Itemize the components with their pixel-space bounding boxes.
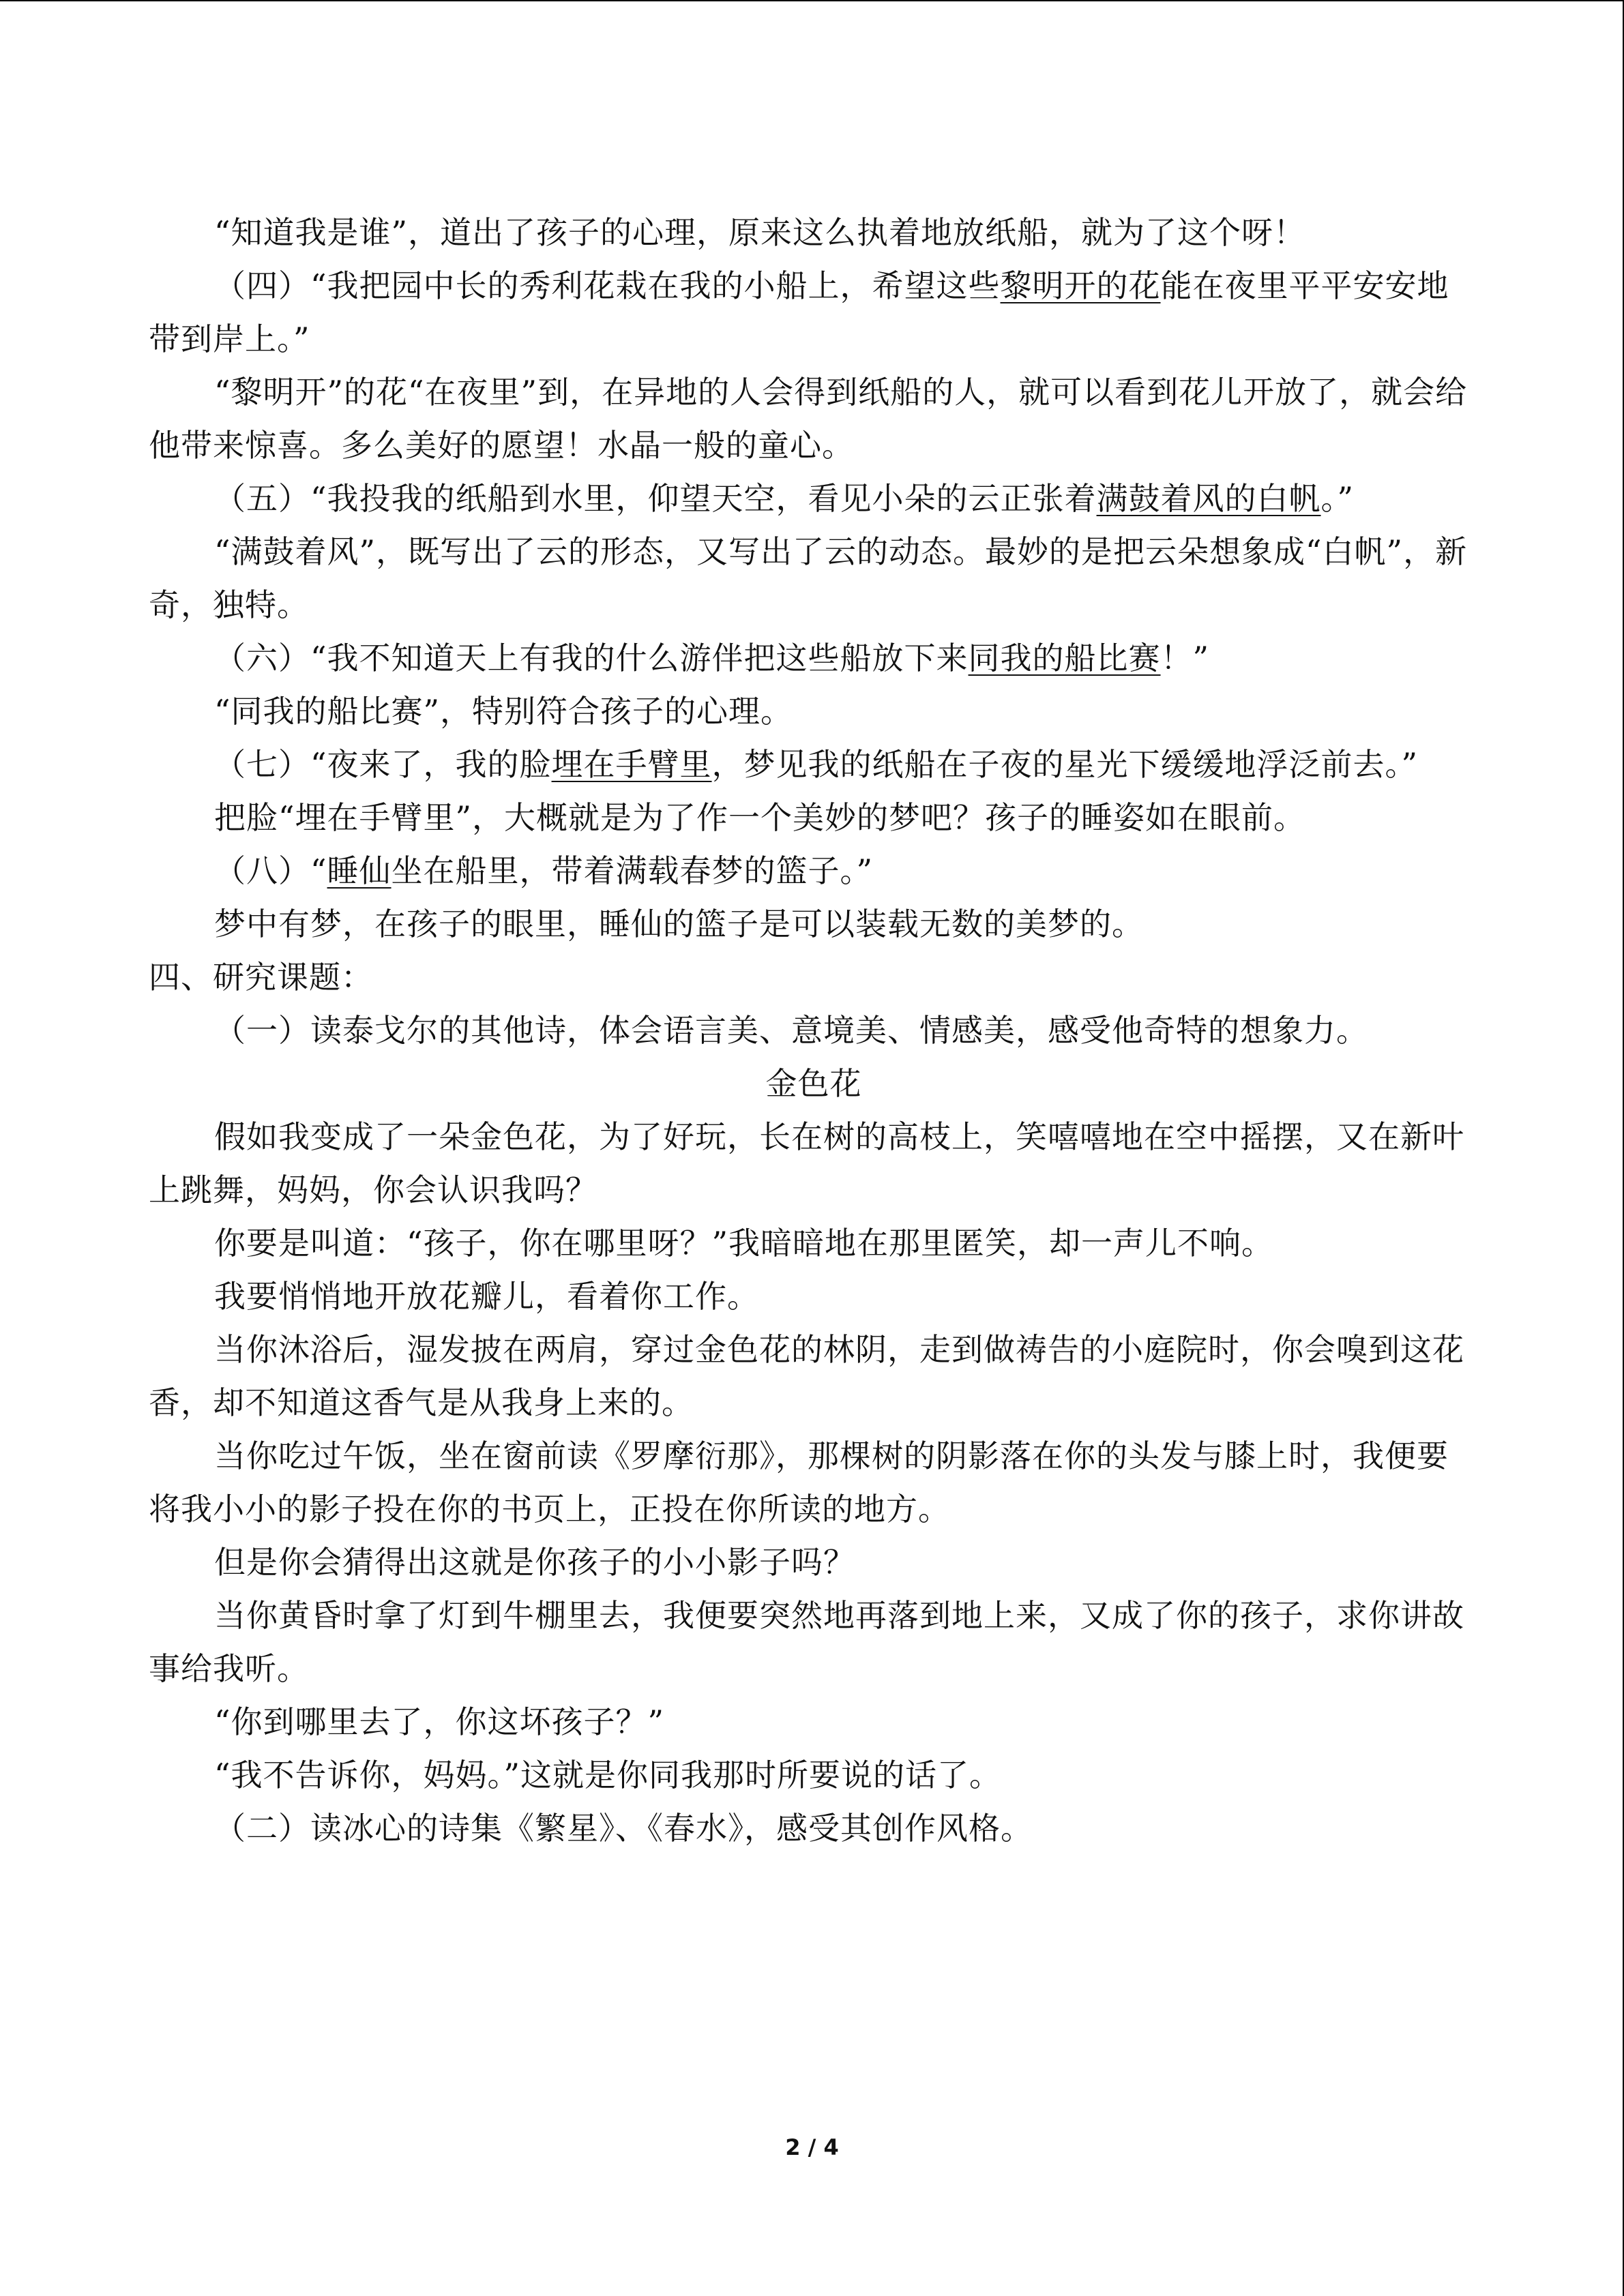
text-segment: 。” (1320, 480, 1355, 517)
paragraph (149, 206, 1479, 259)
paragraph (149, 1429, 1479, 1536)
paragraph (149, 1004, 1479, 1057)
text-segment: 四、研究课题： (149, 959, 373, 996)
paragraph (149, 897, 1479, 951)
paragraph (149, 1110, 1479, 1217)
document-body (149, 206, 1479, 1855)
text-segment: 我要悄悄地开放花瓣儿，看着你工作。 (214, 1278, 759, 1315)
text-segment: （八）“ (214, 852, 327, 889)
underlined-phrase: 黎明开的花 (1000, 267, 1161, 304)
text-segment: 能在夜里平平安安地带到岸上。” (149, 267, 1449, 357)
paragraph (149, 738, 1479, 791)
text-segment: （七）“夜来了，我的脸 (214, 746, 552, 783)
paragraph (149, 1748, 1479, 1802)
text-segment: “知道我是谁”，道出了孩子的心理，原来这么执着地放纸船，就为了这个呀！ (214, 214, 1306, 251)
paragraph (149, 791, 1479, 844)
paragraph (149, 1323, 1479, 1429)
text-segment: 金色花 (765, 1065, 862, 1102)
paragraph (149, 631, 1479, 685)
page-number: 2 / 4 (785, 2134, 839, 2160)
paragraph (149, 1589, 1479, 1695)
section-heading (149, 951, 1479, 1004)
paragraph (149, 1536, 1479, 1589)
underlined-phrase: 埋在手臂里 (551, 746, 712, 783)
text-segment: “满鼓着风”，既写出了云的形态，又写出了云的动态。最妙的是把云朵想象成“白帆”，新奇，独特。 (149, 533, 1468, 623)
underlined-phrase: 同我的船比赛 (968, 640, 1161, 676)
text-segment: 当你吃过午饭，坐在窗前读《罗摩衍那》，那棵树的阴影落在你的头发与膝上时，我便要将我小小的影子投在你的书页上，正投在你所读的地方。 (149, 1437, 1449, 1527)
text-segment: “你到哪里去了，你这坏孩子？” (214, 1703, 665, 1740)
text-segment: 梦中有梦，在孩子的眼里，睡仙的篮子是可以装载无数的美梦的。 (214, 906, 1144, 942)
paragraph (149, 1695, 1479, 1748)
text-segment: “同我的船比赛”，特别符合孩子的心理。 (214, 693, 793, 730)
text-segment: （四）“我把园中长的秀利花栽在我的小船上，希望这些 (214, 267, 1001, 304)
text-segment: 把脸“埋在手臂里”，大概就是为了作一个美妙的梦吧？孩子的睡姿如在眼前。 (214, 799, 1306, 836)
paragraph (149, 1802, 1479, 1855)
text-segment: （二）读冰心的诗集《繁星》、《春水》，感受其创作风格。 (214, 1810, 1033, 1847)
underlined-phrase: 满鼓着风的白帆 (1096, 480, 1321, 517)
text-segment: （五）“我投我的纸船到水里，仰望天空，看见小朵的云正张着 (214, 480, 1097, 517)
text-segment: 当你沐浴后，湿发披在两肩，穿过金色花的林阴，走到做祷告的小庭院时，你会嗅到这花香，却不知道这香气是从我身上来的。 (149, 1331, 1464, 1421)
text-segment: 当你黄昏时拿了灯到牛棚里去，我便要突然地再落到地上来，又成了你的孩子，求你讲故事给我听。 (149, 1597, 1464, 1687)
text-segment: “我不告诉你，妈妈。”这就是你同我那时所要说的话了。 (214, 1757, 1002, 1793)
paragraph (149, 685, 1479, 738)
paragraph (149, 844, 1479, 897)
text-segment: （六）“我不知道天上有我的什么游伴把这些船放下来 (214, 640, 969, 676)
text-segment: “黎明开”的花“在夜里”到，在异地的人会得到纸船的人，就可以看到花儿开放了，就会给他带来惊喜。多么美好的愿望！水晶一般的童心。 (149, 374, 1468, 464)
text-segment: 你要是叫道：“孩子，你在哪里呀？”我暗暗地在那里匿笑，却一声儿不响。 (214, 1225, 1274, 1262)
paragraph (149, 1270, 1479, 1323)
text-segment: 但是你会猜得出这就是你孩子的小小影子吗？ (214, 1544, 855, 1581)
text-segment: 坐在船里，带着满载春梦的篮子。” (391, 852, 874, 889)
poem-title (149, 1057, 1479, 1110)
paragraph (149, 1217, 1479, 1270)
paragraph (149, 525, 1479, 631)
paragraph (149, 259, 1479, 366)
underlined-phrase: 睡仙 (327, 852, 392, 889)
text-segment: （一）读泰戈尔的其他诗，体会语言美、意境美、情感美，感受他奇特的想象力。 (214, 1012, 1368, 1049)
text-segment: ！” (1160, 640, 1210, 676)
text-segment: ，梦见我的纸船在子夜的星光下缓缓地浮泛前去。” (711, 746, 1419, 783)
paragraph (149, 472, 1479, 525)
text-segment: 假如我变成了一朵金色花，为了好玩，长在树的高枝上，笑嘻嘻地在空中摇摆，又在新叶上跳舞，妈妈，你会认识我吗？ (149, 1118, 1464, 1208)
paragraph (149, 366, 1479, 472)
